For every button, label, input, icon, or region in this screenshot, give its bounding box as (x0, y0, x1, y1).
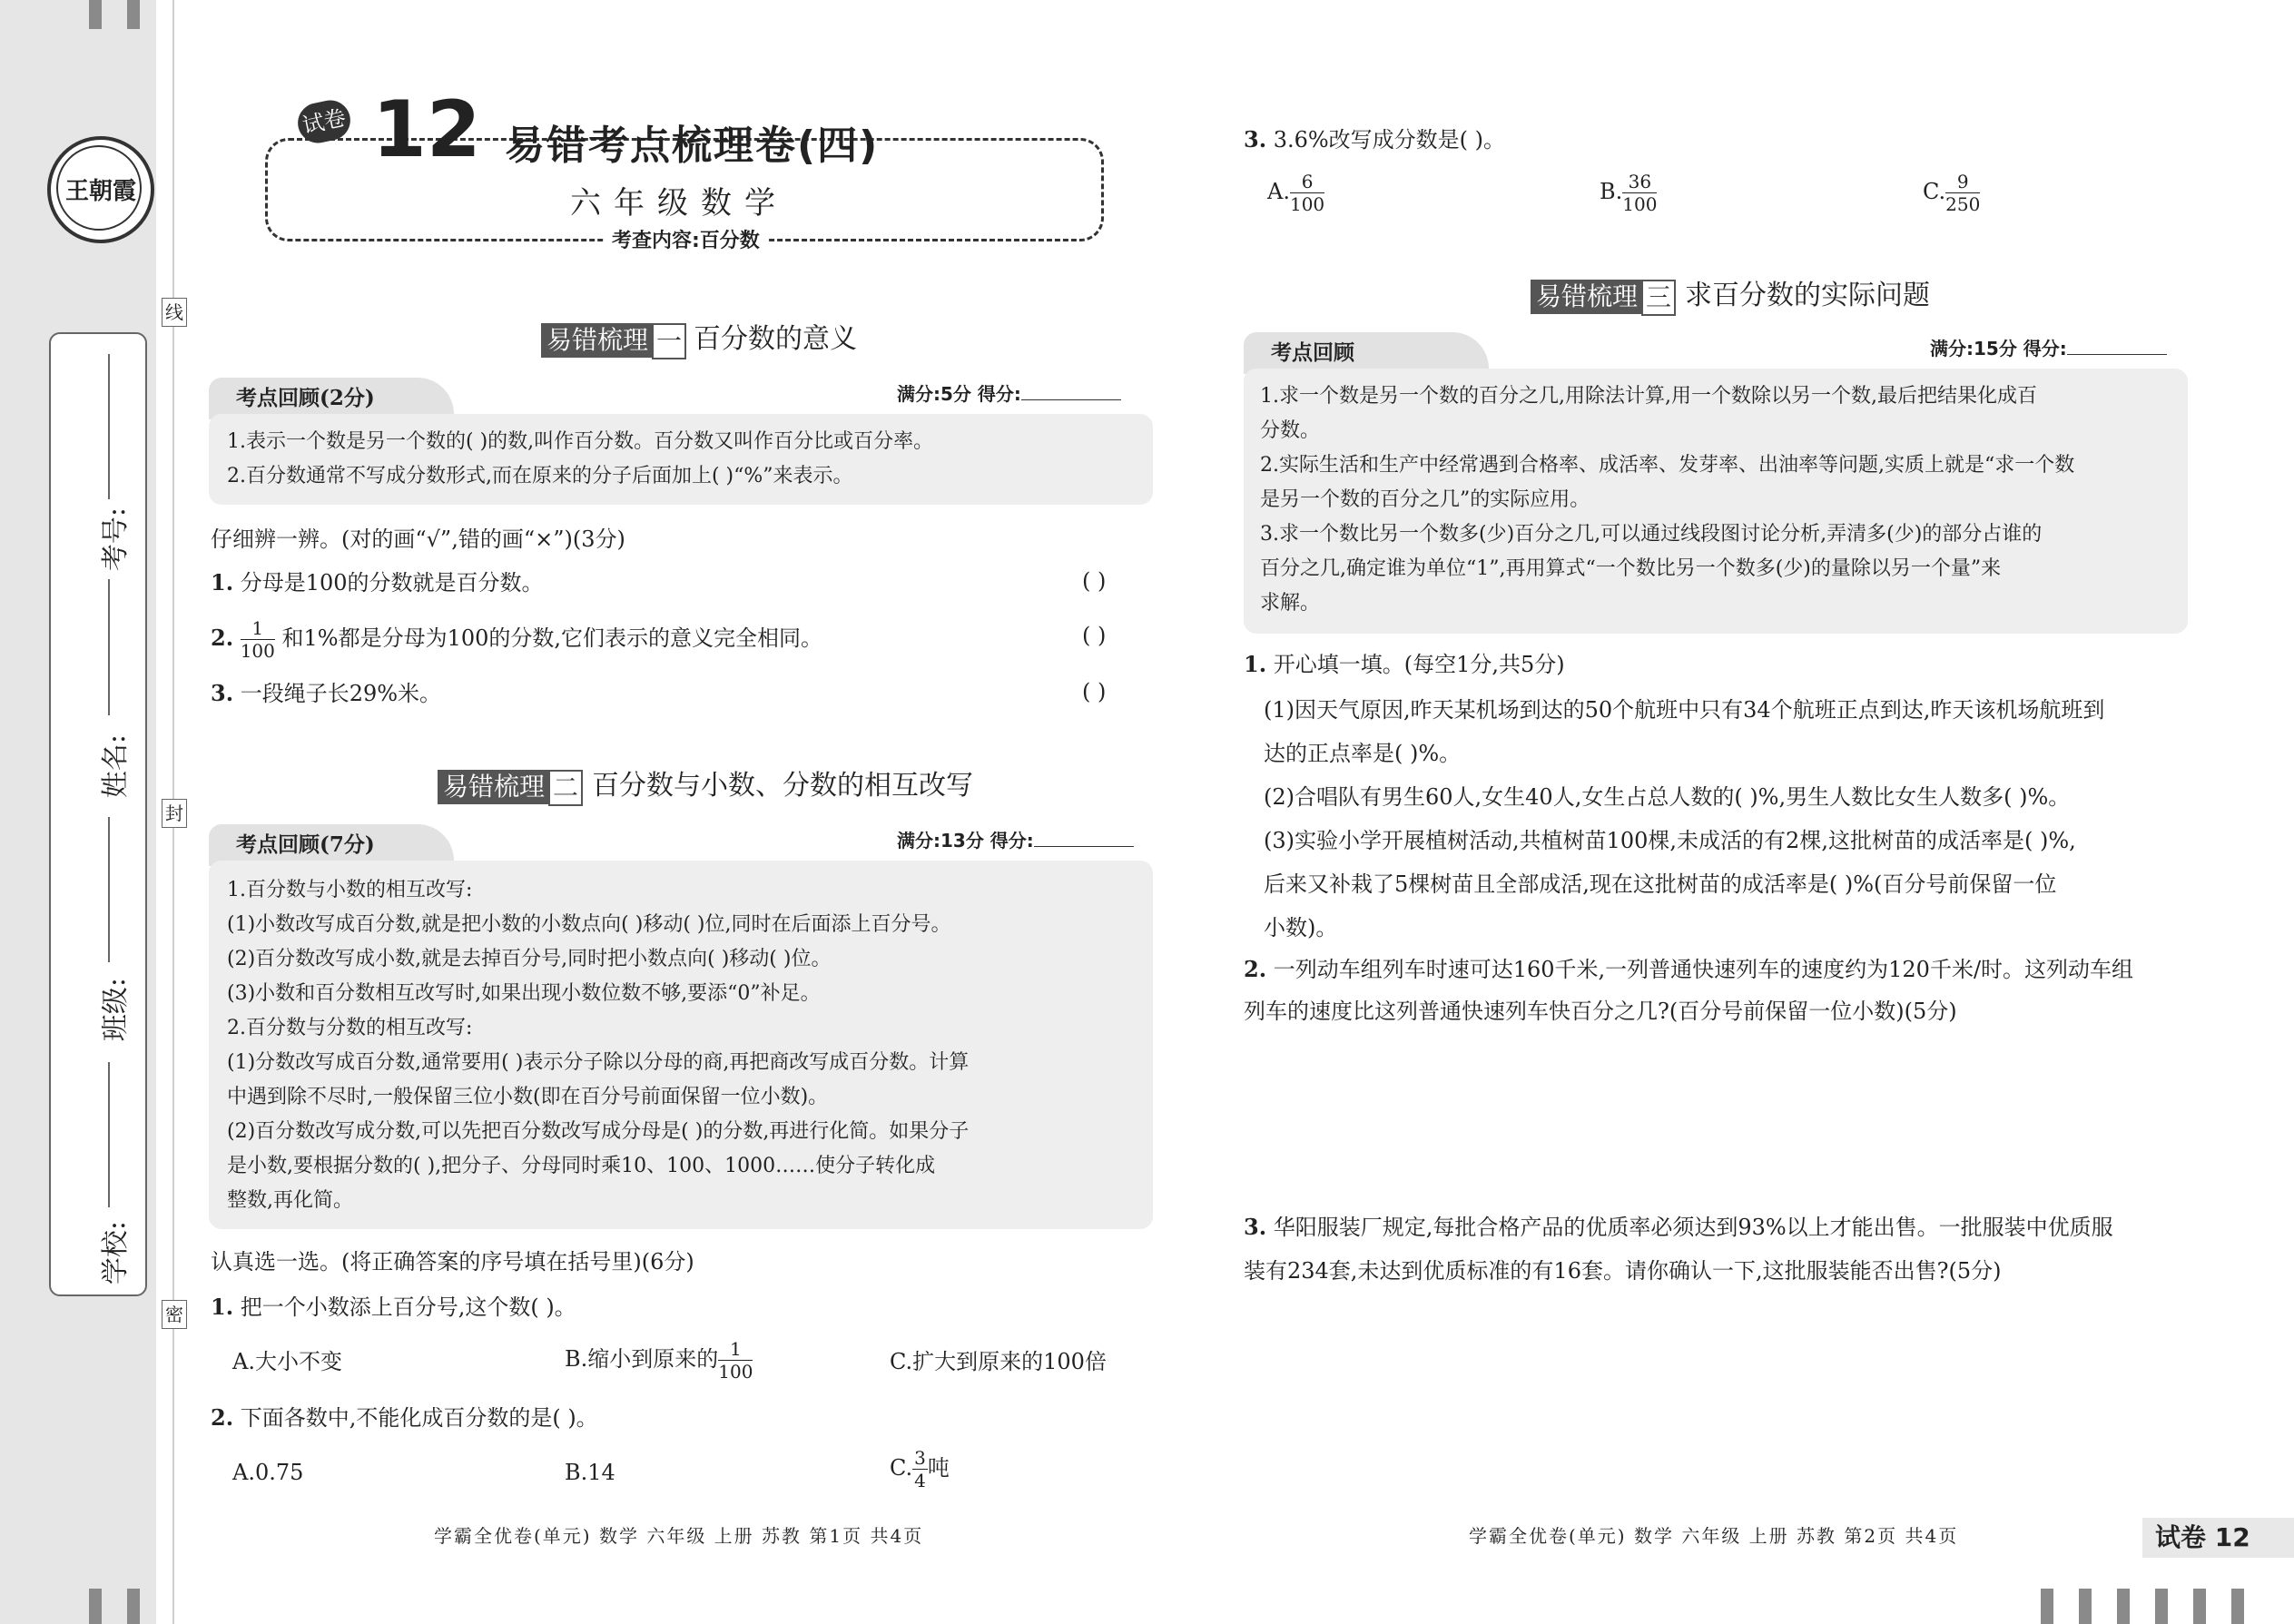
fraction: $\frac{9}{250}$ (1945, 171, 1981, 215)
crop-mark (127, 1589, 140, 1624)
footer-right: 学霸全优卷(单元) 数学 六年级 上册 苏教 第2页 共4页 (1469, 1525, 1959, 1547)
review-line: 百分之几,确定谁为单位“1”,再用算式“一个数比另一个数多(少)的量除以另一个量”来 (1260, 557, 2002, 580)
option-a[interactable]: A.0.75 (232, 1460, 304, 1485)
section-title: 百分数与小数、分数的相互改写 (592, 770, 973, 802)
page-title: 易错考点梳理卷(四) (505, 123, 880, 169)
section-title: 百分数的意义 (694, 323, 857, 355)
review-line: (1)小数改写成百分数,就是把小数的小数点向( )移动( )位,同时在后面添上百分号。 (227, 913, 951, 936)
logo (47, 136, 154, 243)
fraction: $\frac{6}{100}$ (1289, 171, 1325, 215)
bind-mark-line: 线 (162, 298, 187, 327)
review-line: 2.百分数与分数的相互改写: (227, 1017, 473, 1039)
word-problem-3: 3. 华阳服装厂规定,每批合格产品的优质率必须达到93%以上才能出售。一批服装中优质服 (1244, 1214, 2113, 1240)
review-line: (2)百分数改写成分数,可以先把百分数改写成分母是( )的分数,再进行化简。如果分子 (227, 1120, 970, 1143)
sub-question: (3)实验小学开展植树活动,共植树苗100棵,未成活的有2棵,这批树苗的成活率是( )%, (1264, 828, 2076, 853)
word-problem-3-cont: 装有234套,未达到优质标准的有16套。请你确认一下,这批服装能否出售?(5分) (1244, 1258, 2002, 1284)
option-a[interactable]: A.大小不变 (232, 1349, 342, 1374)
review-tab: 考点回顾(2分) (209, 378, 454, 419)
crop-mark (2041, 1589, 2053, 1624)
review-line: 2.百分数通常不写成分数形式,而在原来的分子后面加上( )“%”来表示。 (227, 465, 853, 487)
section-tag: 易错梳理 (438, 770, 550, 804)
judge-question-2: 2. $\frac{1}{100}$ 和1%都是分母为100的分数,它们表示的意义完全相同。 (211, 617, 823, 662)
question-instruction: 仔细辨一辨。(对的画“√”,错的画“×”)(3分) (211, 527, 625, 552)
sub-question: (1)因天气原因,昨天某机场到达的50个航班中只有34个航班正点到达,昨天该机场航班到 (1264, 697, 2105, 723)
section-number: 二 (548, 770, 583, 806)
score-line: 满分:15分 得分: (1930, 334, 2167, 360)
school-line (108, 1062, 110, 1207)
crop-mark (2231, 1589, 2244, 1624)
footer-left: 学霸全优卷(单元) 数学 六年级 上册 苏教 第1页 共4页 (434, 1525, 924, 1547)
school-label: 学校: (100, 1220, 132, 1285)
crop-mark (2193, 1589, 2206, 1624)
option-b[interactable]: B. $\frac{36}{100}$ (1600, 171, 1658, 215)
sub-question: 后来又补栽了5棵树苗且全部成活,现在这批树苗的成活率是( )%(百分号前保留一位 (1264, 871, 2057, 897)
option-c[interactable]: C.扩大到原来的100倍 (890, 1349, 1107, 1374)
class-label: 班级: (100, 977, 132, 1042)
crop-mark (127, 0, 140, 29)
answer-paren[interactable]: ( ) (1082, 623, 1107, 648)
fraction: $\frac{1}{100}$ (240, 617, 275, 662)
exam-number-label: 考号: (100, 507, 132, 572)
review-line: 中遇到除不尽时,一般保留三位小数(即在百分号前面保留一位小数)。 (227, 1086, 829, 1108)
review-line: 是另一个数的百分之几”的实际应用。 (1260, 488, 1590, 511)
choice-question-1: 1. 把一个小数添上百分号,这个数( )。 (211, 1294, 576, 1320)
review-line: (1)分数改写成百分数,通常要用( )表示分子除以分母的商,再把商改写成百分数。计算 (227, 1051, 970, 1074)
review-line: 1.表示一个数是另一个数的( )的数,叫作百分数。百分数又叫作百分比或百分率。 (227, 430, 934, 453)
option-c[interactable]: C. $\frac{3}{4}$ 吨 (890, 1447, 950, 1491)
review-line: 整数,再化简。 (227, 1189, 353, 1212)
review-line: 求解。 (1260, 592, 1321, 615)
review-line: 1.求一个数是另一个数的百分之几,用除法计算,用一个数除以另一个数,最后把结果化成百 (1260, 385, 2037, 408)
option-b[interactable]: B.14 (565, 1460, 615, 1485)
student-info-box (49, 332, 147, 1296)
name-line (108, 579, 110, 715)
score-line: 满分:5分 得分: (897, 379, 1121, 406)
section-tag: 易错梳理 (1531, 280, 1643, 314)
page-tag: 试卷 12 (2142, 1518, 2294, 1558)
paper-number: 12 (372, 84, 481, 175)
exam-number-line (108, 354, 110, 499)
sub-question: 达的正点率是( )%。 (1264, 741, 1462, 766)
section-title: 求百分数的实际问题 (1685, 280, 1930, 311)
judge-question-1: 1. 分母是100的分数就是百分数。 (211, 569, 544, 595)
word-problem-2-cont: 列车的速度比这列普通快速列车快百分之几?(百分号前保留一位小数)(5分) (1244, 999, 1957, 1024)
logo-text: 王朝霞 (64, 178, 136, 205)
crop-mark (2117, 1589, 2130, 1624)
choice-question-3: 3. 3.6%改写成分数是( )。 (1244, 126, 1506, 153)
option-a[interactable]: A. $\frac{6}{100}$ (1267, 171, 1325, 215)
section-number: 一 (652, 323, 686, 359)
question-instruction: 认真选一选。(将正确答案的序号填在括号里)(6分) (211, 1249, 694, 1275)
fraction: $\frac{1}{100}$ (718, 1338, 753, 1383)
crop-mark (89, 1589, 102, 1624)
score-line: 满分:13分 得分: (897, 826, 1134, 852)
name-label: 姓名: (100, 733, 132, 799)
review-tab: 考点回顾 (1244, 332, 1489, 374)
crop-mark (2079, 1589, 2092, 1624)
bind-mark-seal: 封 (162, 799, 187, 828)
bind-mark-secret: 密 (162, 1300, 187, 1329)
crop-mark (2155, 1589, 2168, 1624)
option-c[interactable]: C. $\frac{9}{250}$ (1923, 171, 1981, 215)
word-problem-2: 2. 一列动车组列车时速可达160千米,一列普通快速列车的速度约为120千米/时。这列动车组 (1244, 956, 2134, 982)
fraction: $\frac{36}{100}$ (1622, 171, 1658, 215)
judge-question-3: 3. 一段绳子长29%米。 (211, 680, 442, 706)
crop-mark (89, 0, 102, 29)
review-line: 分数。 (1260, 419, 1321, 442)
option-b[interactable]: B.缩小到原来的 $\frac{1}{100}$ (565, 1338, 753, 1383)
fraction: $\frac{3}{4}$ (914, 1447, 926, 1491)
paper-badge: 试卷 (294, 96, 354, 146)
answer-paren[interactable]: ( ) (1082, 568, 1107, 594)
review-line: 是小数,要根据分数的( ),把分子、分母同时乘10、100、1000……使分子转化成 (227, 1155, 936, 1177)
section-number: 三 (1641, 280, 1676, 316)
review-line: (3)小数和百分数相互改写时,如果出现小数位数不够,要添“0”补足。 (227, 982, 821, 1005)
review-tab: 考点回顾(7分) (209, 824, 454, 866)
section-tag: 易错梳理 (541, 323, 654, 358)
sub-question: (2)合唱队有男生60人,女生40人,女生占总人数的( )%,男生人数比女生人数多( )%。 (1264, 784, 2071, 810)
choice-question-2: 2. 下面各数中,不能化成百分数的是( )。 (211, 1404, 598, 1431)
review-line: 3.求一个数比另一个数多(少)百分之几,可以通过线段图讨论分析,弄清多(少)的部分占谁的 (1260, 523, 2043, 546)
exam-scope: 考查内容:百分数 (605, 225, 767, 253)
class-line (108, 817, 110, 962)
review-line: 2.实际生活和生产中经常遇到合格率、成活率、发芽率、出油率等问题,实质上就是“求一个数 (1260, 454, 2075, 477)
sub-question: 小数)。 (1264, 915, 1338, 940)
review-line: 1.百分数与小数的相互改写: (227, 879, 473, 901)
review-line: (2)百分数改写成小数,就是去掉百分号,同时把小数点向( )移动( )位。 (227, 948, 832, 970)
subject-title: 六年级数学 (570, 185, 788, 221)
answer-paren[interactable]: ( ) (1082, 679, 1107, 704)
fill-question-1: 1. 开心填一填。(每空1分,共5分) (1244, 651, 1565, 677)
